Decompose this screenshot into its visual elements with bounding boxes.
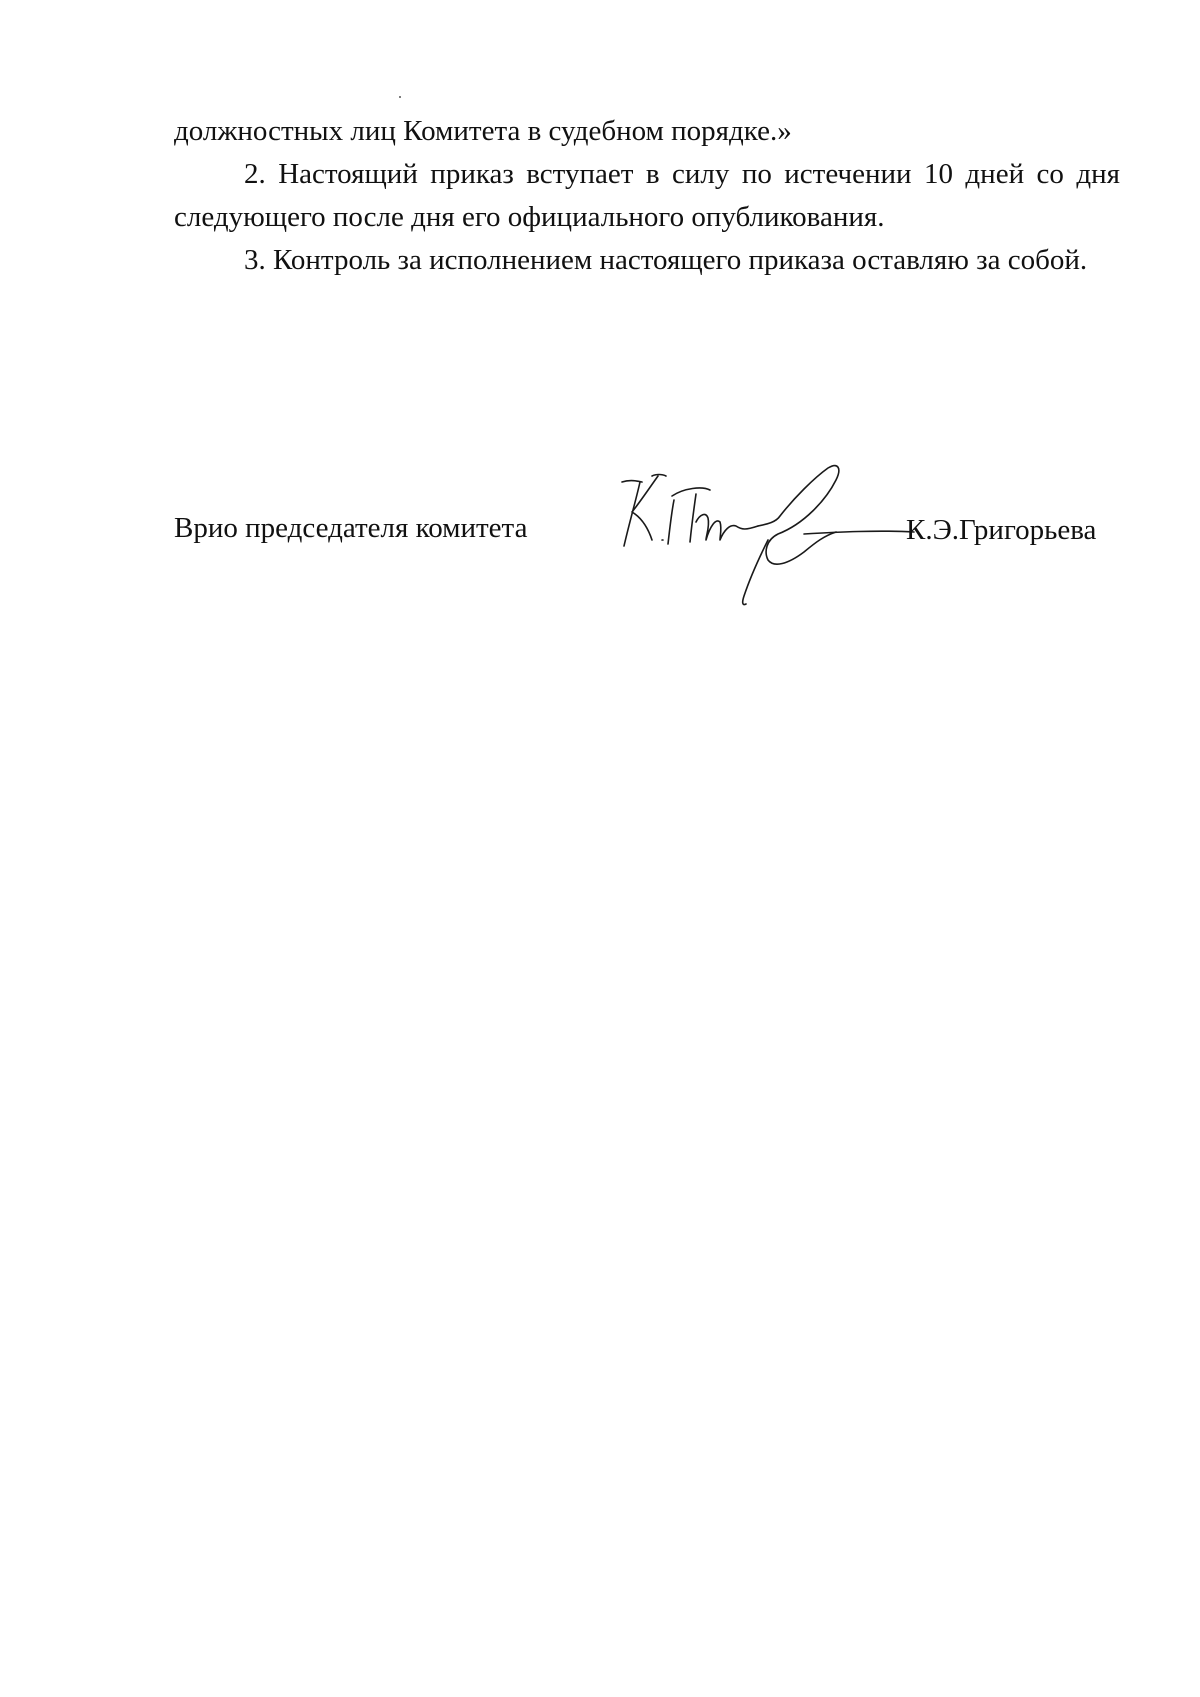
scan-speck [399, 96, 401, 98]
paragraph-continuation: должностных лиц Комитета в судебном порядке.» [174, 115, 792, 147]
signatory-title: Врио председателя комитета [174, 512, 528, 544]
paragraph-item-3: 3. Контроль за исполнением настоящего приказа оставляю за собой. [244, 244, 1088, 276]
paragraph-item-2: 2. Настоящий приказ вступает в силу по истечении 10 дней со дня следующего после дня его официального опубликования. [174, 158, 1120, 233]
signatory-name: К.Э.Григорьева [906, 514, 1097, 546]
document-body [174, 110, 1120, 282]
handwritten-signature-icon [618, 460, 918, 610]
